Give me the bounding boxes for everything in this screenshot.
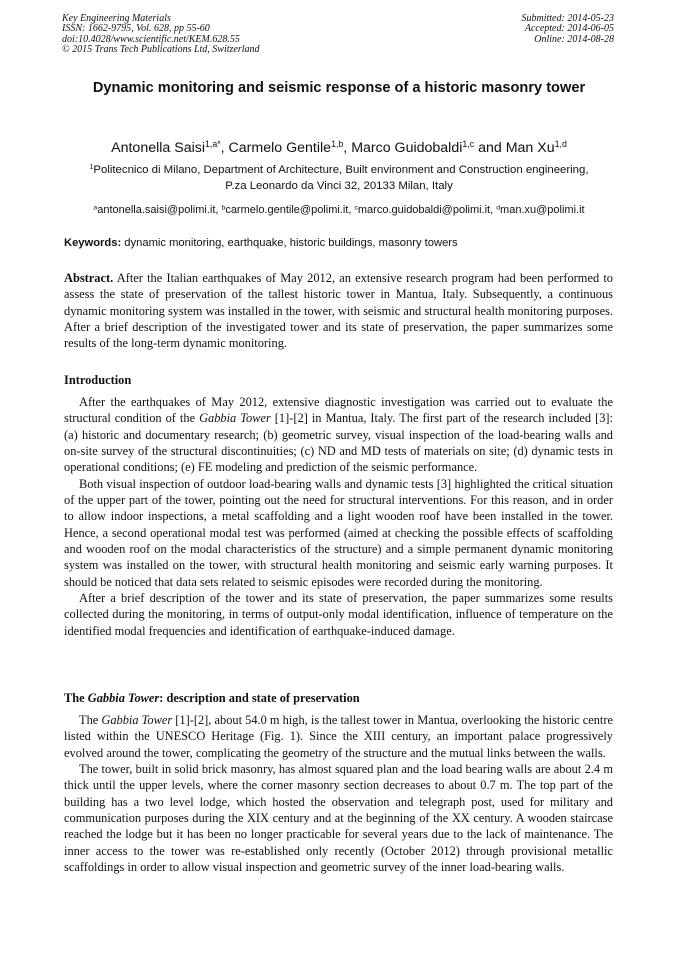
email-address[interactable]: marco.guidobaldi@polimi.it (357, 204, 491, 216)
author-separator: and (474, 140, 506, 156)
online-date: Online: 2014-08-28 (534, 33, 614, 45)
email-address[interactable]: carmelo.gentile@polimi.it (225, 204, 349, 216)
accepted-date: Accepted: 2014-06-05 (524, 23, 614, 35)
abstract (64, 270, 613, 352)
keywords-label: Keywords: (64, 237, 122, 249)
submitted-date: Submitted: 2014-05-23 (521, 13, 614, 24)
author-name: Antonella Saisi (111, 140, 205, 156)
author-separator: , (220, 140, 229, 156)
affiliation-marker: 1 (89, 164, 94, 172)
author-list (40, 140, 638, 156)
affiliation-line-1: $^1$Politecnico di Milano, Department of Architecture, Built environment and Construction engineering, (89, 164, 589, 176)
introduction-heading: Introduction (64, 373, 132, 387)
email-list: $^a$antonella.saisi@polimi.it, $^b$carmelo.gentile@polimi.it, $^c$marco.guidobaldi@polimi.it, $^d$man.xu@polimi.it (93, 204, 585, 216)
journal-name: Key Engineering Materials (62, 13, 171, 24)
email-address[interactable]: antonella.saisi@polimi.it (97, 204, 216, 216)
keywords (64, 237, 624, 249)
affiliation-line-2: P.za Leonardo da Vinci 32, 20133 Milan, Italy (225, 179, 453, 192)
copyright-line: © 2015 Trans Tech Publications Ltd, Switzerland (62, 44, 260, 56)
author-affil-marker: 1,d (554, 139, 567, 150)
paper-title: Dynamic monitoring and seismic response of a historic masonry tower (92, 80, 586, 96)
email-marker: c (354, 204, 358, 212)
introduction-body (64, 394, 613, 639)
author-separator: , (343, 140, 352, 156)
paragraph: The Gabbia Tower [1]-[2], about 54.0 m high, is the tallest tower in Mantua, overlooking the historic centre listed within the UNESCO Heritage (Fig. 1). Since the XIII century, an important palace progressively evolved around the tower, complicating the geometry of the structure and the mutual links between the walls. (64, 713, 613, 760)
paragraph: After a brief description of the tower and its state of preservation, the paper summarizes some results collected during the monitoring, in terms of output-only modal identification, influence of temperature on the identified modal frequencies and identification of earthquake-induced damage. (64, 591, 613, 638)
email-marker: b (221, 204, 226, 212)
affiliation (40, 163, 638, 194)
issn-line: ISSN: 1662-9795, Vol. 628, pp 55-60 (62, 23, 210, 35)
email-marker: a (93, 204, 98, 212)
paragraph: The tower, built in solid brick masonry, has almost squared plan and the load bearing walls are about 2.4 m thick until the upper levels, where the corner masonry section decreases to about 0.7 m. The top part of the building has a two level lodge, which hosted the observation and telegraph post, used for military and communication purposes during the XIX century and at the beginning of the XX century. A wooden staircase reached the lodge but it has been no longer practicable for several years due to the lack of maintenance. The inner access to the tower was re-established only recently (October 2012) through provisional metallic scaffoldings in order to allow visual inspection and geometric survey of the inner load-bearing walls. (64, 762, 613, 875)
abstract-text: After the Italian earthquakes of May 2012, an extensive research program had been performed to assess the state of preservation of the tallest historic tower in Mantua, Italy. Subsequently, a continuous dynamic monitoring system was installed in the tower, with seismic and structural health monitoring purposes. After a brief description of the investigated tower and its state of preservation, the paper summarizes some results of the long-term dynamic monitoring. (64, 271, 613, 351)
paragraph: After the earthquakes of May 2012, extensive diagnostic investigation was carried out to evaluate the structural condition of the Gabbia Tower [1]-[2] in Mantua, Italy. The first part of the research included [3]: (a) historic and documentary research; (b) geometric survey, visual inspection of the load-bearing walls and on-site survey of the structural discontinuities; (c) ND and MD tests of materials on site; (d) dynamic tests in operational conditions; (e) FE modeling and prediction of the seismic performance. (64, 395, 613, 475)
journal-info (62, 14, 260, 56)
author-name: Carmelo Gentile (228, 140, 332, 156)
author-name: Marco Guidobaldi (351, 140, 463, 156)
author-name: Man Xu (505, 140, 555, 156)
author-affil-marker: 1,b (331, 139, 344, 150)
email-marker: d (496, 204, 501, 212)
email-address[interactable]: man.xu@polimi.it (500, 204, 585, 216)
paragraph: Both visual inspection of outdoor load-bearing walls and dynamic tests [3] highlighted the critical situation of the upper part of the tower, pointing out the need for structural interventions. For this reason, and in order to allow indoor inspections, a metal scaffolding and a light wooden roof have been installed in the tower. Hence, a second operational modal test was performed (aimed at checking the possible effects of scaffolding and wooden roof on the modal characteristics of the structure) and a simple permanent dynamic monitoring system was installed on the tower, with structural health monitoring and seismic early warning purposes. It should be noticed that data sets related to seismic episodes were recorded during the monitoring. (64, 476, 613, 589)
section-body (64, 712, 613, 875)
doi-line: doi:10.4028/www.scientific.net/KEM.628.55 (62, 33, 240, 45)
abstract-label: Abstract. (64, 271, 114, 285)
keywords-text: dynamic monitoring, earthquake, historic buildings, masonry towers (121, 237, 458, 249)
section-heading: The Gabbia Tower: description and state of preservation (64, 691, 360, 705)
author-affil-marker: 1,a* (205, 139, 221, 150)
dates-info (522, 14, 615, 45)
author-affil-marker: 1,c (462, 139, 475, 150)
